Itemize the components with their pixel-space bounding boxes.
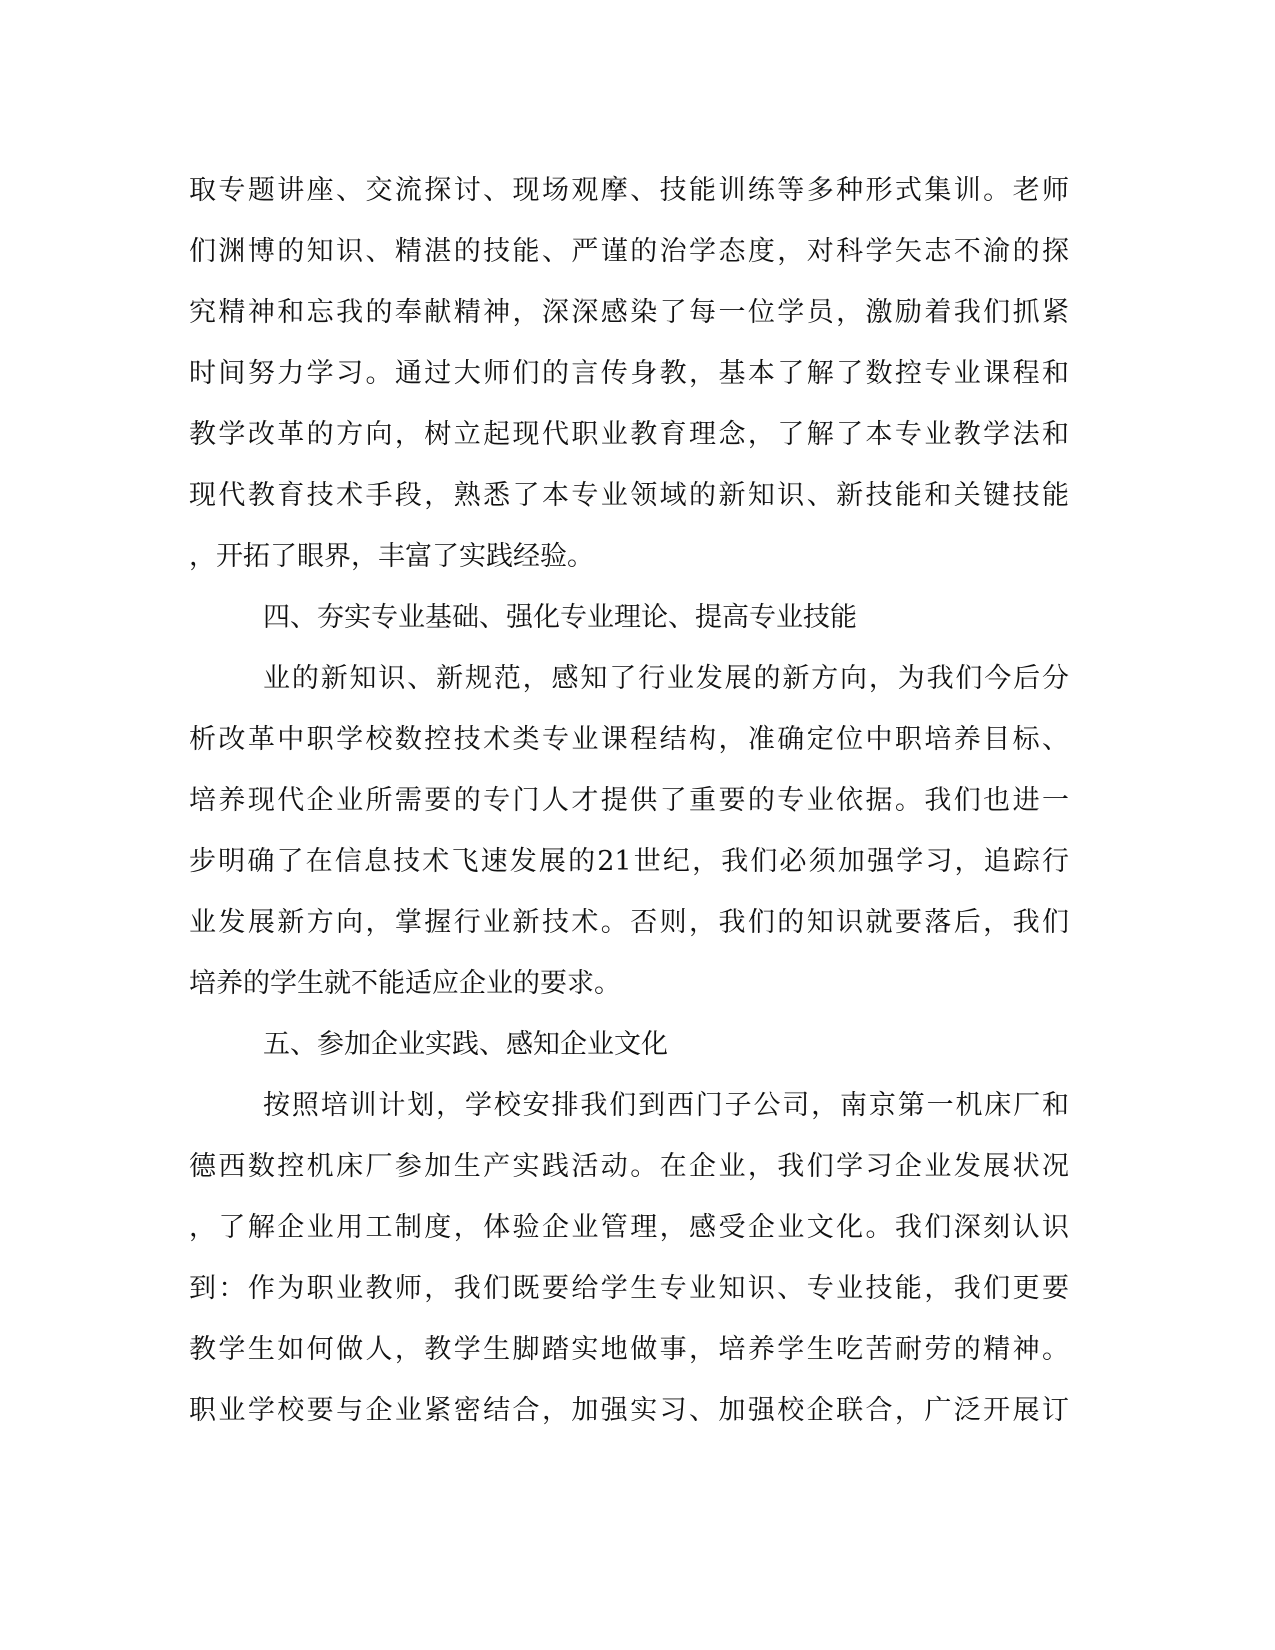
text-line: ，开拓了眼界，丰富了实践经验。 bbox=[189, 541, 594, 572]
text-line: 取专题讲座、交流探讨、现场观摩、技能训练等多种形式集训。老师 bbox=[189, 175, 1069, 206]
text-line: 们渊博的知识、精湛的技能、严谨的治学态度，对科学矢志不渝的探 bbox=[189, 236, 1069, 267]
text-line: 教学改革的方向，树立起现代职业教育理念，了解了本专业教学法和 bbox=[189, 419, 1069, 450]
text-line: 职业学校要与企业紧密结合，加强实习、加强校企联合，广泛开展订 bbox=[189, 1395, 1069, 1426]
text-line: 培养的学生就不能适应企业的要求。 bbox=[189, 968, 621, 999]
text-line: 培养现代企业所需要的专门人才提供了重要的专业依据。我们也进一 bbox=[189, 785, 1069, 816]
text-line: 教学生如何做人，教学生脚踏实地做事，培养学生吃苦耐劳的精神。 bbox=[189, 1334, 1069, 1365]
text-line: 五、参加企业实践、感知企业文化 bbox=[263, 1029, 668, 1060]
text-line: 四、夯实专业基础、强化专业理论、提高专业技能 bbox=[263, 602, 857, 633]
text-line: 步明确了在信息技术飞速发展的21世纪，我们必须加强学习，追踪行 bbox=[189, 846, 1069, 877]
text-line: 究精神和忘我的奉献精神，深深感染了每一位学员，激励着我们抓紧 bbox=[189, 297, 1069, 328]
text-line: 按照培训计划，学校安排我们到西门子公司，南京第一机床厂和 bbox=[263, 1090, 1069, 1121]
text-line: 时间努力学习。通过大师们的言传身教，基本了解了数控专业课程和 bbox=[189, 358, 1069, 389]
text-line: ，了解企业用工制度，体验企业管理，感受企业文化。我们深刻认识 bbox=[189, 1212, 1069, 1243]
text-line: 析改革中职学校数控技术类专业课程结构，准确定位中职培养目标、 bbox=[189, 724, 1069, 755]
body-text bbox=[189, 160, 1069, 1441]
text-line: 业发展新方向，掌握行业新技术。否则，我们的知识就要落后，我们 bbox=[189, 907, 1069, 938]
text-line: 德西数控机床厂参加生产实践活动。在企业，我们学习企业发展状况 bbox=[189, 1151, 1069, 1182]
text-line: 业的新知识、新规范，感知了行业发展的新方向，为我们今后分 bbox=[263, 663, 1069, 694]
text-line: 现代教育技术手段，熟悉了本专业领域的新知识、新技能和关键技能 bbox=[189, 480, 1069, 511]
text-line: 到：作为职业教师，我们既要给学生专业知识、专业技能，我们更要 bbox=[189, 1273, 1069, 1304]
